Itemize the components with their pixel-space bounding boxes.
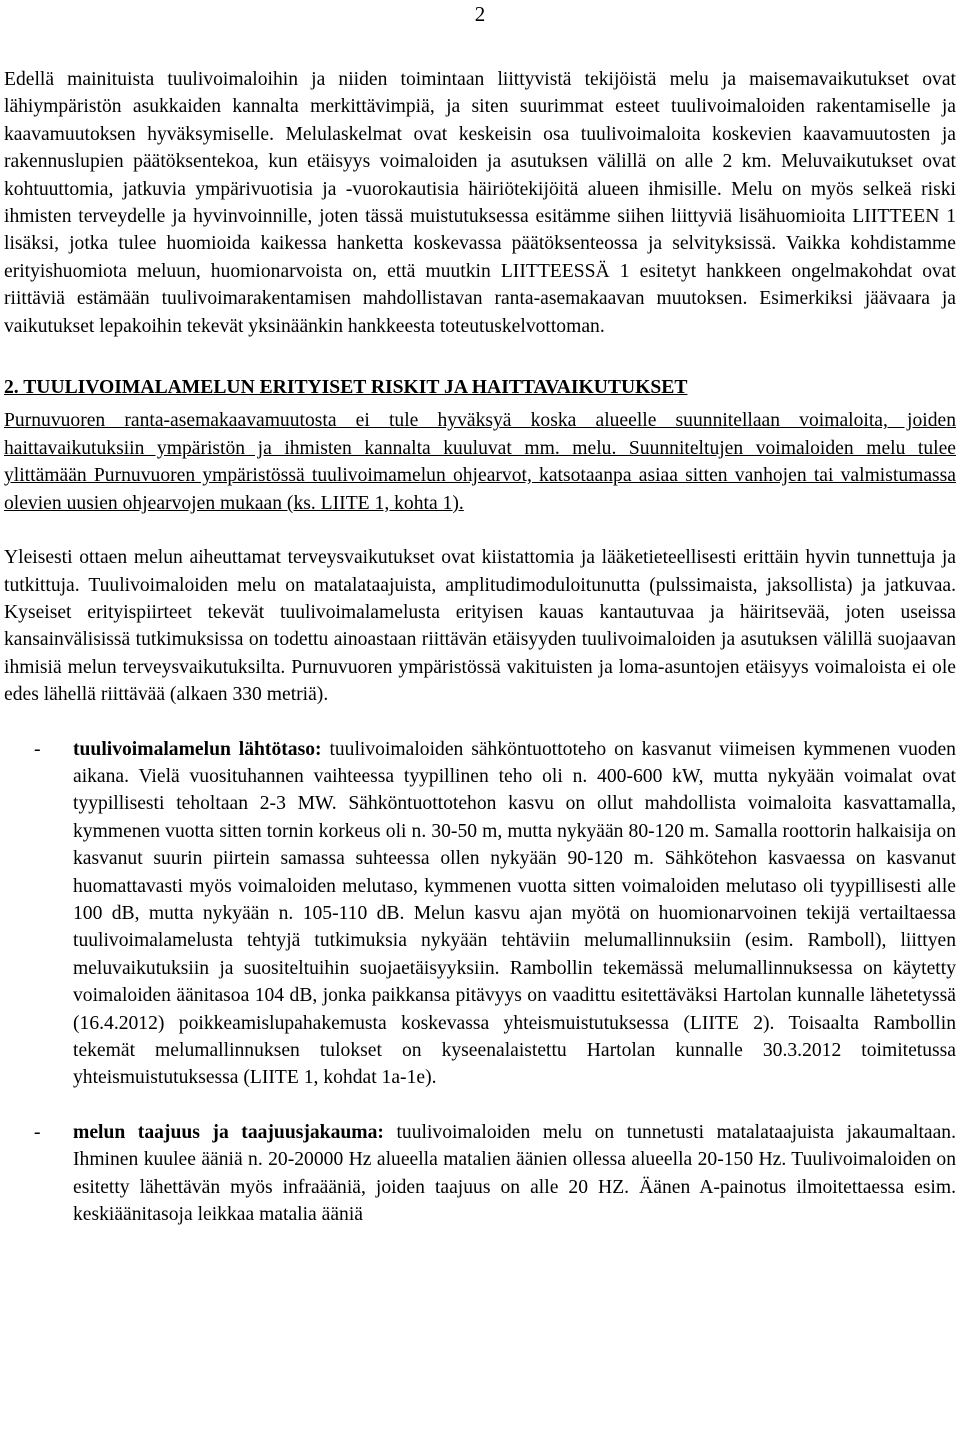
page-number: 2 — [474, 2, 486, 26]
bullet-item-noise-level — [4, 736, 956, 1092]
document-body — [4, 66, 956, 1228]
spacer — [4, 340, 956, 374]
bullet-text: tuulivoimaloiden melu on tunnetusti matalataajuista jakaumaltaan. Ihminen kuulee ääniä n. 20-20000 Hz alueella matalien äänien ollessa alueella 20-150 Hz. Tuulivoimaloiden on esitetty lähettävän myös infraääniä, joiden taajuus on alle 20 HZ. Äänen A-painotus ilmoitettaessa esim. keskiäänitasoja leikkaa matalia ääniä — [73, 1121, 956, 1226]
bullet-dash: - — [34, 1121, 41, 1143]
bullet-item-frequency — [4, 1119, 956, 1229]
intro-paragraph: Edellä mainituista tuulivoimaloihin ja niiden toimintaan liittyvistä tekijöistä melu ja maisemavaikutukset ovat lähiympäristön asukkaiden kannalta merkittävimpiä, ja siten suurimmat esteet tuulivoimaloiden rakentamiselle ja kaavamuutoksen hyväksymiselle. Melulaskelmat ovat keskeisin osa tuulivoimaloita koskevien kaavamuutosten ja rakennuslupien päätöksentekoa, kun etäisyys voimaloiden ja asutuksen välillä on alle 2 km. Meluvaikutukset ovat kohtuuttomia, jatkuvia ympärivuotisia ja -vuorokautisia häiriötekijöitä alueen ihmisille. Melu on myös selkeä riski ihmisten terveydelle ja hyvinvoinnille, joten tässä muistutuksessa esitämme siihen liittyviä lisähuomioita LIITTEEN 1 lisäksi, jotka tulee huomioida kaikessa hanketta koskevassa päätöksenteossa ja selvityksissä. Vaikka kohdistamme erityishuomiota meluun, huomionarvoista on, että muutkin LIITTEESSÄ 1 esitetyt hankkeen ongelmakohdat ovat riittäviä estämään tuulivoimarakentamisen mahdollistavan ranta-asemakaavan muutoksen. Esimerkiksi jäävaara ja vaikutukset lepakoihin tekevät yksinäänkin hankkeesta toteutuskelvottoman. — [4, 69, 956, 337]
bullet-text: tuulivoimaloiden sähköntuottoteho on kasvanut viimeisen kymmenen vuoden aikana. Vielä vuosituhannen vaihteessa tyypillinen teho oli n. 400-600 kW, mutta nykyään voimalat ovat tyypillisesti teholtaan 2-3 MW. Sähköntuottotehon kasvu on ollut mahdollista voimaloita kasvattamalla, kymmenen vuotta sitten tornin korkeus oli n. 30-50 m, mutta nykyään 80-120 m. Samalla roottorin halkaisija on kasvanut suurin piirtein samassa suhteessa ollen nykyään 90-120 m. Sähkötehon kasvaessa on kasvanut huomattavasti myös voimaloiden melutaso, kymmenen vuotta sitten voimaloiden melutaso oli tyypillisesti alle 100 dB, mutta nykyään n. 105-110 dB. Melun kasvu ajan myötä on huomionarvoinen tekijä vertailtaessa tuulivoimalamelusta tehtyjä tutkimuksia nykyään tehtäviin melumallinnuksiin (esim. Ramboll), liittyen meluvaikutuksiin ja suositeltuihin suojaetäisyyksiin. Rambollin tekemässä melumallinnuksessa on käytetty voimaloiden äänitasoa 104 dB, jonka paikkansa pitävyys on vaadittu esitettäväksi Hartolan kunnalle lähetetyssä (16.4.2012) poikkeamislupahakemusta koskevassa yhteismuistutuksessa (LIITE 2). Toisaalta Rambollin tekemät melumallinnuksen tulokset on kyseenalaistettu Hartolan kunnalle 30.3.2012 toimitetussa yhteismuistutuksessa (LIITE 1, kohdat 1a-1e). — [73, 738, 956, 1089]
spacer — [4, 1092, 956, 1119]
spacer — [4, 517, 956, 544]
bullet-dash: - — [34, 738, 41, 760]
underlined-paragraph: Purnuvuoren ranta-asemakaavamuutosta ei tule hyväksyä koska alueelle suunnitellaan voimaloita, joiden haittavaikutuksiin ympäristön ja ihmisten kannalta kuuluvat mm. melu. Suunniteltujen voimaloiden melu tulee ylittämään Purnuvuoren ympäristössä tuulivoimamelun ohjearvot, katsotaanpa asiaa sitten vanhojen tai valmistumassa olevien uusien ohjearvojen mukaan (ks. LIITE 1, kohta 1). — [4, 410, 956, 514]
bullet-term: tuulivoimalamelun lähtötaso: — [73, 738, 322, 760]
health-effects-paragraph: Yleisesti ottaen melun aiheuttamat terveysvaikutukset ovat kiistattomia ja lääketieteellisesti erittäin hyvin tunnettuja ja tutkittuja. Tuulivoimaloiden melu on matalataajuista, amplitudimoduloitunutta (pulssimaista, jaksollista) ja jatkuvaa. Kyseiset erityispiirteet tekevät tuulivoimalamelusta erityisen kauas kantautuvaa ja häiritsevää, joten useissa kansainvälisissä tutkimuksissa on todettu ainoastaan riittävän etäisyyden tuulivoimaloiden ja asutuksen välillä suojaavan ihmisiä melun terveysvaikutuksilta. Purnuvuoren ympäristössä vakituisten ja loma-asuntojen etäisyys voimaloista ei ole edes lähellä riittävää (alkaen 330 metriä). — [4, 547, 956, 706]
bullet-term: melun taajuus ja taajuusjakauma: — [73, 1121, 384, 1143]
spacer — [4, 709, 956, 736]
section-heading: 2. TUULIVOIMALAMELUN ERITYISET RISKIT JA HAITTAVAIKUTUKSET — [4, 377, 688, 399]
